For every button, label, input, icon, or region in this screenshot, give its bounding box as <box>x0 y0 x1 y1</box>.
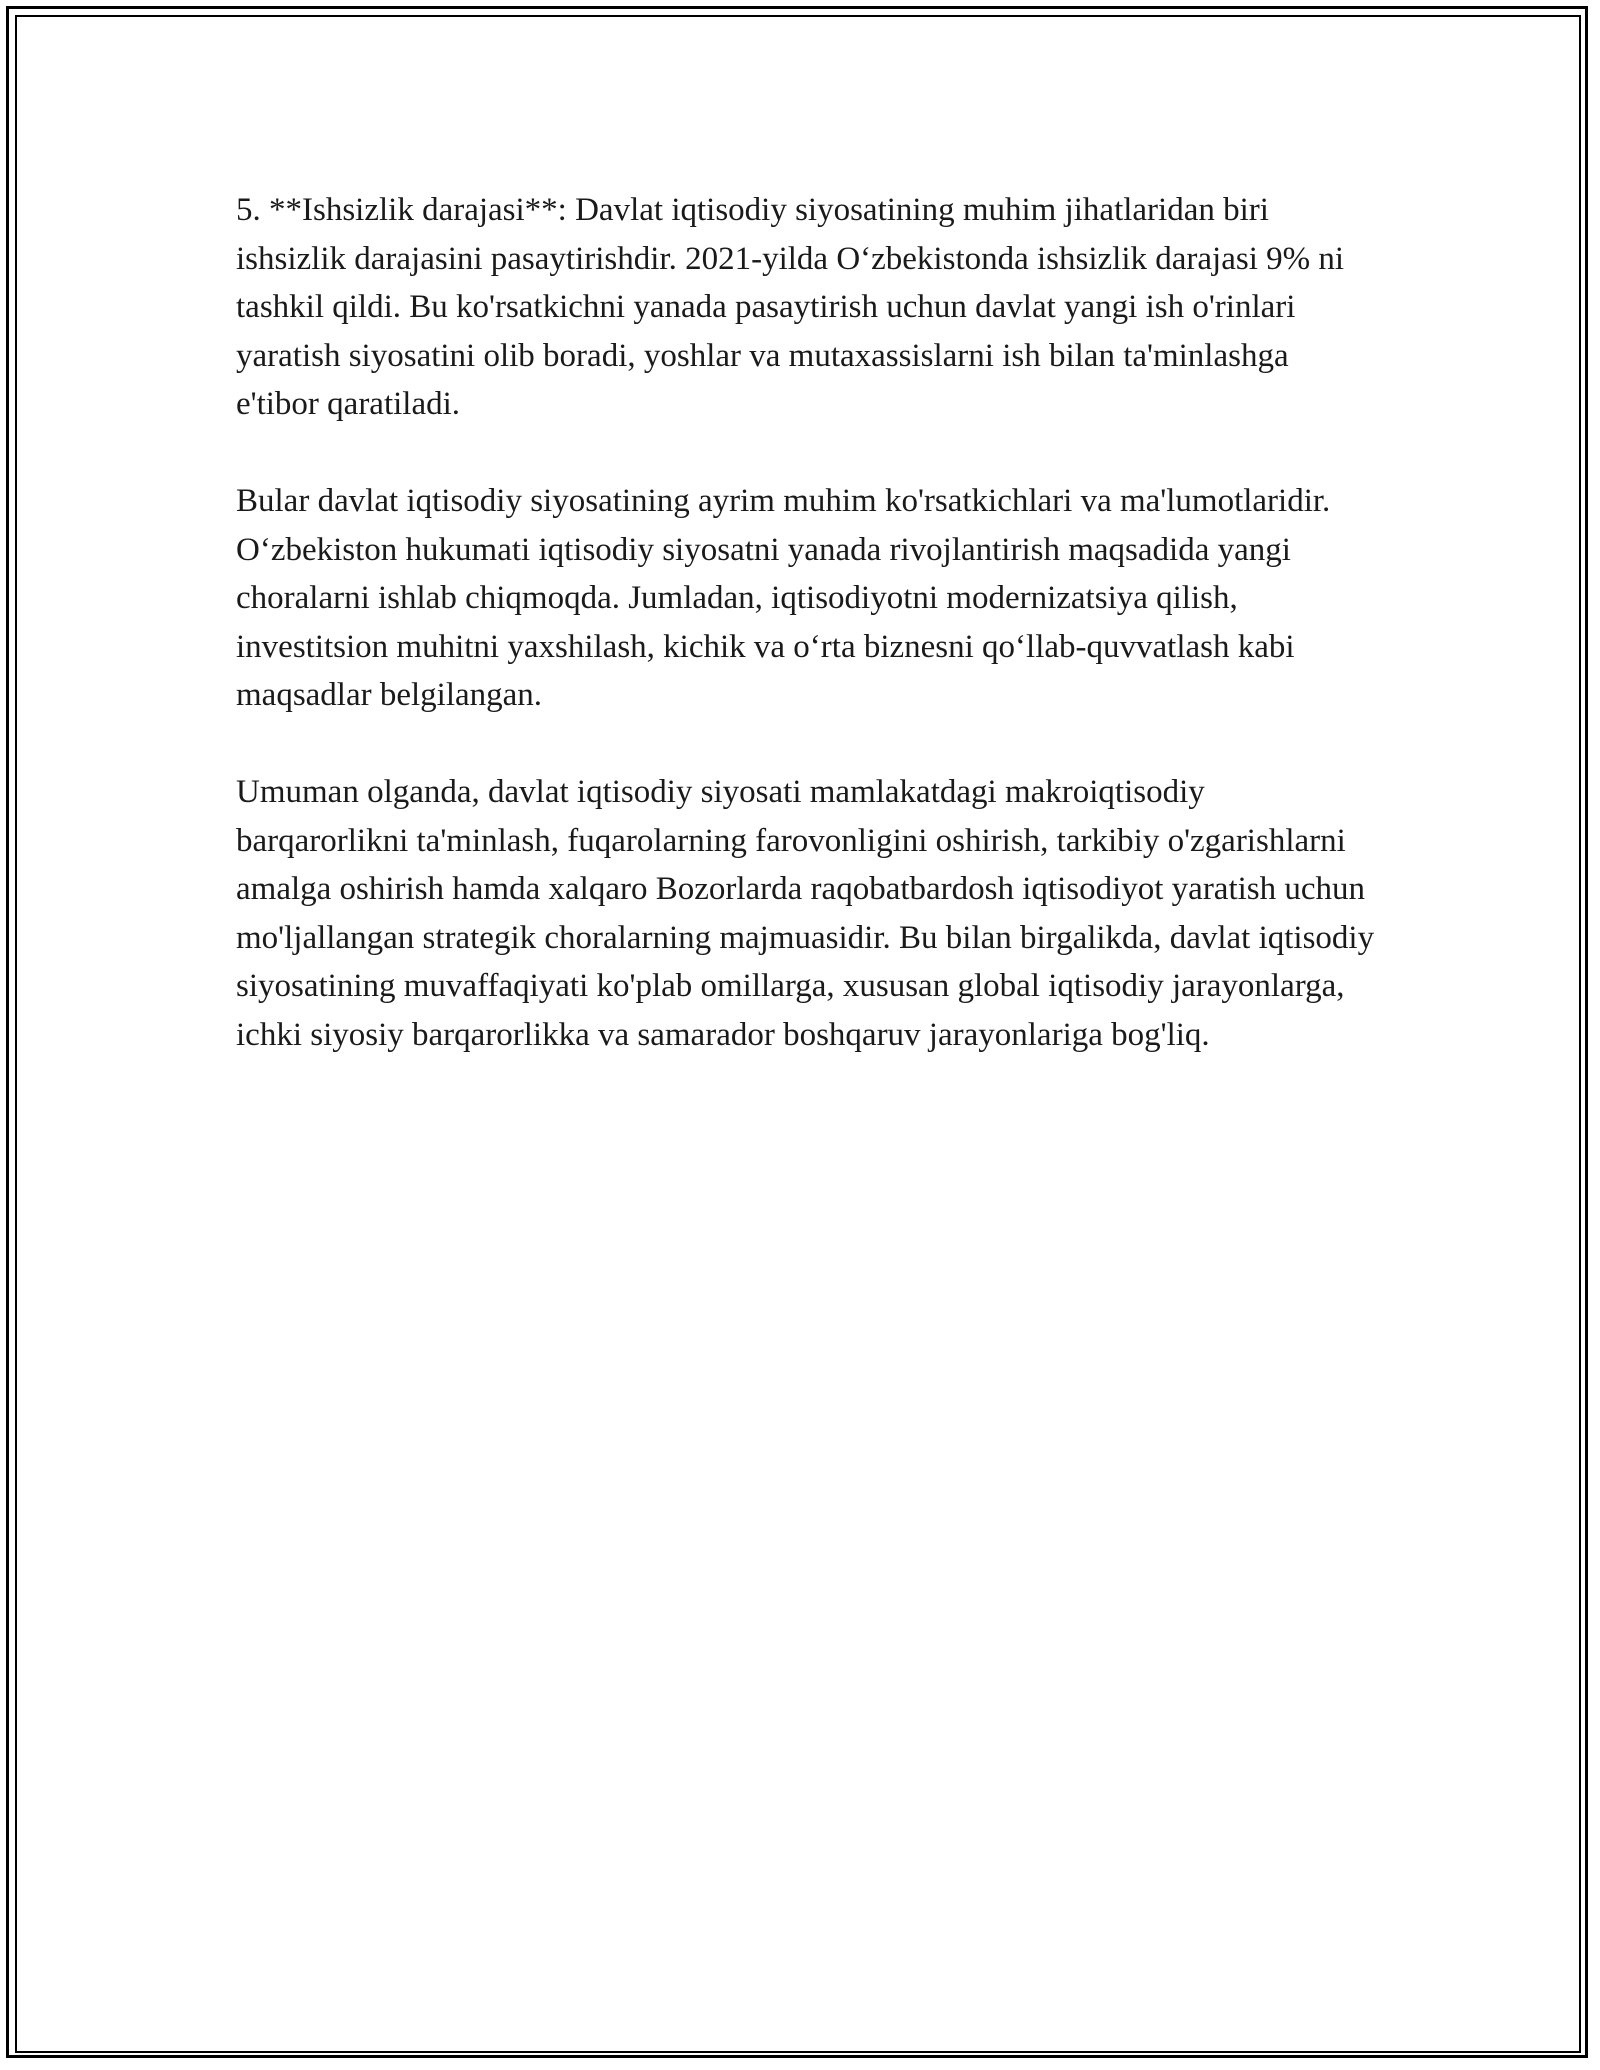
document-body <box>236 186 1376 1108</box>
paragraph-indicators: Bular davlat iqtisodiy siyosatining ayrim muhim ko'rsatkichlari va ma'lumotlaridir. O‘zbekiston hukumati iqtisodiy siyosatni yanada rivojlantirish maqsadida yangi choralarni ishlab chiqmoqda. Jumladan, iqtisodiyotni modernizatsiya qilish, investitsion muhitni yaxshilash, kichik va o‘rta biznesni qo‘llab-quvvatlash kabi maqsadlar belgilangan. <box>236 483 1331 713</box>
paragraph-unemployment: 5. **Ishsizlik darajasi**: Davlat iqtisodiy siyosatining muhim jihatlaridan biri ishsizlik darajasini pasaytirishdir. 2021-yilda O‘zbekistonda ishsizlik darajasi 9% ni tashkil qildi. Bu ko'rsatkichni yanada pasaytirish uchun davlat yangi ish o'rinlari yaratish siyosatini olib boradi, yoshlar va mutaxassislarni ish bilan ta'minlashga e'tibor qaratiladi. <box>236 192 1345 422</box>
paragraph-conclusion: Umuman olganda, davlat iqtisodiy siyosati mamlakatdagi makroiqtisodiy barqarorlikni ta'minlash, fuqarolarning farovonligini oshirish, tarkibiy o'zgarishlarni amalga oshirish hamda xalqaro Bozorlarda raqobatbardosh iqtisodiyot yaratish uchun mo'ljallangan strategik choralarning majmuasidir. Bu bilan birgalikda, davlat iqtisodiy siyosatining muvaffaqiyati ko'plab omillarga, xususan global iqtisodiy jarayonlarga, ichki siyosiy barqarorlikka va samarador boshqaruv jarayonlariga bog'liq. <box>236 774 1375 1053</box>
